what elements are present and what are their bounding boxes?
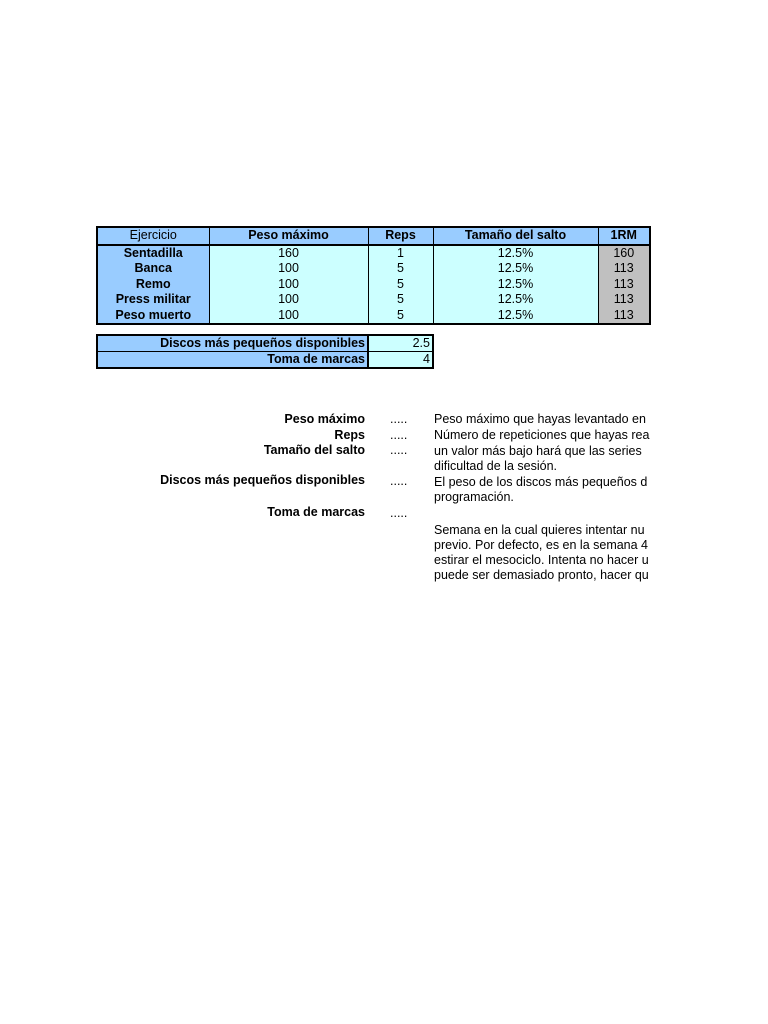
setting-row-plates bbox=[97, 335, 433, 352]
table-row bbox=[97, 308, 650, 325]
glossary-term: Reps bbox=[334, 428, 365, 442]
glossary-dots: ..... bbox=[390, 443, 408, 457]
table-header-row bbox=[97, 227, 650, 245]
smallest-plates-label: Discos más pequeños disponibles bbox=[97, 335, 368, 352]
cell-exercise: Banca bbox=[97, 261, 209, 277]
cell-max-weight[interactable]: 100 bbox=[209, 292, 368, 308]
cell-max-weight[interactable]: 160 bbox=[209, 245, 368, 262]
description-line bbox=[434, 508, 649, 523]
cell-exercise: Remo bbox=[97, 277, 209, 293]
cell-jump[interactable]: 12.5% bbox=[433, 277, 598, 293]
table-row bbox=[97, 277, 650, 293]
page-clip bbox=[651, 220, 768, 380]
glossary-description bbox=[434, 475, 647, 505]
cell-reps[interactable]: 5 bbox=[368, 308, 433, 325]
cell-jump[interactable]: 12.5% bbox=[433, 245, 598, 262]
glossary-dots: ..... bbox=[390, 412, 408, 426]
description-line: Semana en la cual quieres intentar nu bbox=[434, 523, 645, 537]
glossary-term: Tamaño del salto bbox=[263, 443, 365, 457]
header-peso-maximo: Peso máximo bbox=[209, 227, 368, 245]
table-row bbox=[97, 261, 650, 277]
setting-row-test-week bbox=[97, 352, 433, 369]
cell-max-weight[interactable]: 100 bbox=[209, 261, 368, 277]
test-week-label: Toma de marcas bbox=[97, 352, 368, 369]
cell-max-weight[interactable]: 100 bbox=[209, 308, 368, 325]
header-tamano-salto: Tamaño del salto bbox=[433, 227, 598, 245]
glossary bbox=[0, 410, 651, 590]
cell-1rm: 113 bbox=[598, 292, 650, 308]
glossary-dots: ..... bbox=[390, 506, 408, 520]
cell-jump[interactable]: 12.5% bbox=[433, 292, 598, 308]
settings-table bbox=[96, 334, 434, 369]
glossary-description bbox=[434, 508, 649, 583]
description-line: Peso máximo que hayas levantado en bbox=[434, 412, 646, 426]
description-line: El peso de los discos más pequeños d bbox=[434, 475, 648, 489]
cell-jump[interactable]: 12.5% bbox=[433, 261, 598, 277]
glossary-term: Peso máximo bbox=[284, 412, 365, 426]
cell-reps[interactable]: 5 bbox=[368, 292, 433, 308]
header-reps: Reps bbox=[368, 227, 433, 245]
cell-1rm: 113 bbox=[598, 261, 650, 277]
table-row bbox=[97, 245, 650, 262]
cell-jump[interactable]: 12.5% bbox=[433, 308, 598, 325]
glossary-description bbox=[434, 444, 642, 474]
glossary-description bbox=[434, 428, 649, 443]
description-line: estirar el mesociclo. Intenta no hacer u bbox=[434, 553, 649, 567]
cell-1rm: 160 bbox=[598, 245, 650, 262]
glossary-dots: ..... bbox=[390, 474, 408, 488]
glossary-description bbox=[434, 412, 646, 427]
exercise-table bbox=[96, 226, 651, 325]
description-line: dificultad de la sesión. bbox=[434, 459, 557, 473]
cell-1rm: 113 bbox=[598, 308, 650, 325]
header-ejercicio: Ejercicio bbox=[97, 227, 209, 245]
cell-exercise: Sentadilla bbox=[97, 245, 209, 262]
test-week-value[interactable]: 4 bbox=[368, 352, 433, 369]
glossary-term: Discos más pequeños disponibles bbox=[160, 473, 365, 487]
cell-max-weight[interactable]: 100 bbox=[209, 277, 368, 293]
cell-1rm: 113 bbox=[598, 277, 650, 293]
description-line: puede ser demasiado pronto, hacer qu bbox=[434, 568, 649, 582]
cell-reps[interactable]: 5 bbox=[368, 261, 433, 277]
smallest-plates-value[interactable]: 2.5 bbox=[368, 335, 433, 352]
cell-reps[interactable]: 1 bbox=[368, 245, 433, 262]
glossary-dots: ..... bbox=[390, 428, 408, 442]
description-line: previo. Por defecto, es en la semana 4 bbox=[434, 538, 649, 552]
cell-exercise: Peso muerto bbox=[97, 308, 209, 325]
description-line: un valor más bajo hará que las series bbox=[434, 444, 642, 458]
description-line: Número de repeticiones que hayas rea bbox=[434, 428, 650, 442]
header-1rm: 1RM bbox=[598, 227, 650, 245]
cell-reps[interactable]: 5 bbox=[368, 277, 433, 293]
description-line: programación. bbox=[434, 490, 514, 504]
table-row bbox=[97, 292, 650, 308]
glossary-term: Toma de marcas bbox=[267, 505, 365, 519]
cell-exercise: Press militar bbox=[97, 292, 209, 308]
